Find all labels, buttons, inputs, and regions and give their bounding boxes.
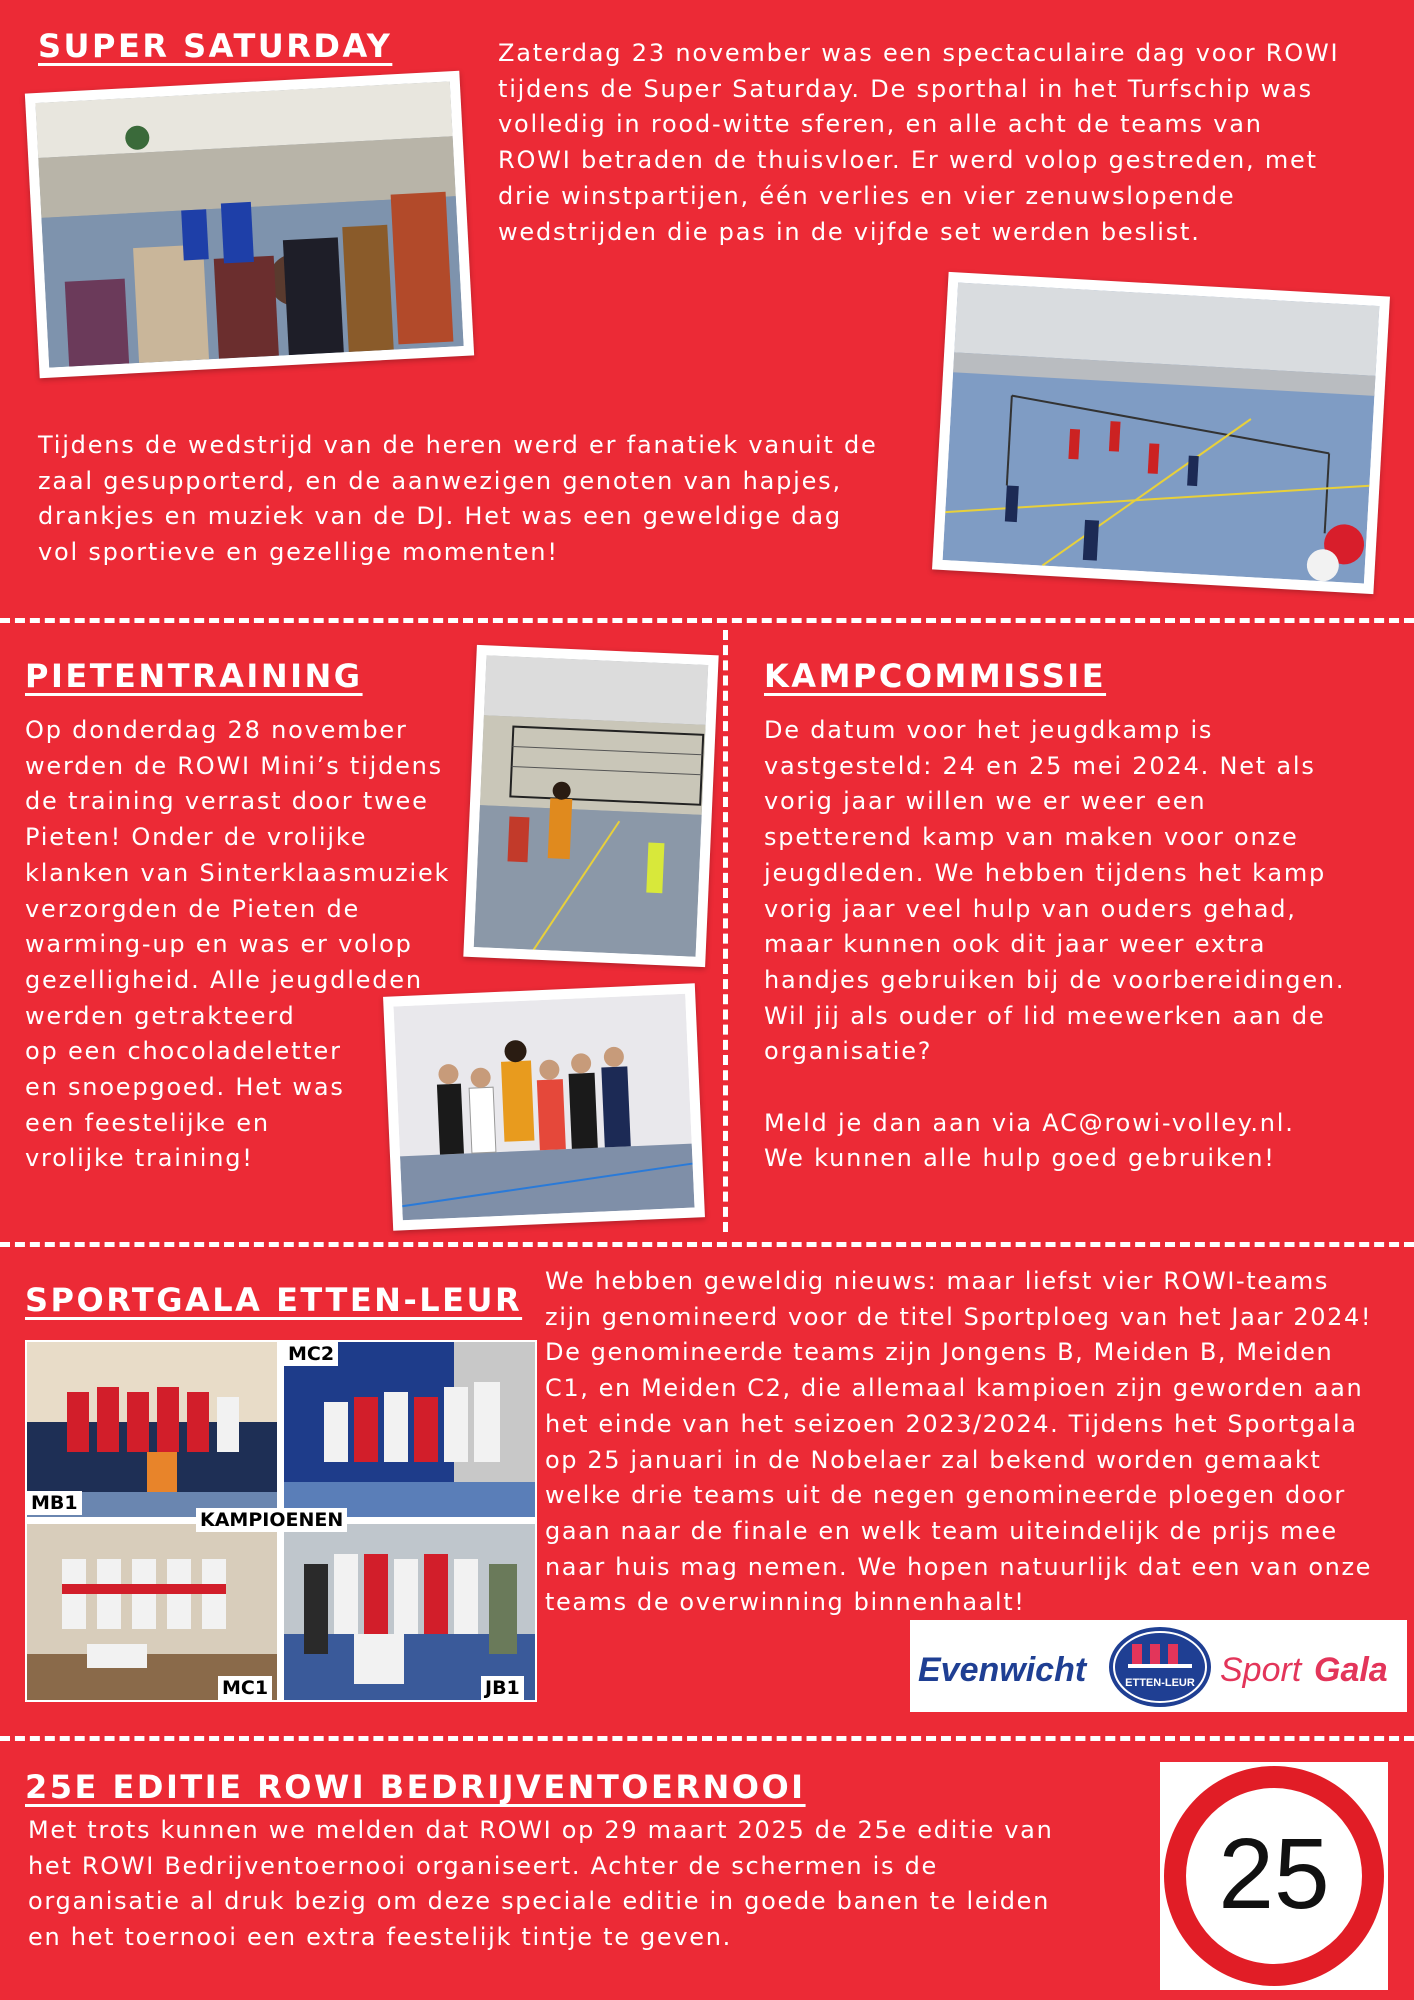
collage-label-mc1: MC1 (218, 1676, 272, 1700)
text-line: We hebben geweldig nieuws: maar liefst vier ROWI-teams (545, 1267, 1330, 1295)
kampcommissie-text (764, 713, 1345, 1177)
text-line: warming-up en was er volop (25, 930, 413, 959)
text-line: werden getrakteerd (25, 1001, 296, 1030)
text-line: spetterend kamp van maken voor onze (764, 823, 1299, 852)
text-line: vrolijke training! (25, 1144, 254, 1173)
intro-line: drie winstpartijen, één verlies en vier zenuwslopende (498, 181, 1236, 210)
text-line: vastgesteld: 24 en 25 mei 2024. Net als (764, 751, 1316, 780)
sportgala-title: SPORTGALA ETTEN-LEUR (25, 1281, 523, 1319)
text-line: en het toernooi een extra feestelijk tintje te geven. (28, 1923, 732, 1952)
text-line: Met trots kunnen we melden dat ROWI op 29 maart 2025 de 25e editie van (28, 1816, 1054, 1844)
text-line: C1, en Meiden C2, die allemaal kampioen zijn geworden aan (545, 1374, 1364, 1403)
intro-line: Zaterdag 23 november was een spectaculaire dag voor ROWI (498, 39, 1340, 67)
jb1-image (284, 1524, 535, 1700)
pietentraining-title: PIETENTRAINING (25, 657, 363, 695)
pietentraining-text (25, 713, 450, 1177)
section-divider (0, 1736, 1414, 1741)
text-line: een feestelijke en (25, 1108, 270, 1137)
super-saturday-intro (498, 36, 1339, 250)
collage-label-kampioenen: KAMPIOENEN (196, 1508, 347, 1532)
section-divider (0, 618, 1414, 623)
body-line: zaal gesupporterd, en de aanwezigen genoten van hapjes, (38, 466, 842, 495)
collage-label-jb1: JB1 (481, 1676, 524, 1700)
sportgala-logo (910, 1620, 1407, 1712)
section-divider (0, 1242, 1414, 1247)
group-photo-image (393, 994, 694, 1221)
text-line: op een chocoladeletter (25, 1037, 342, 1066)
logo-badge-text: ETTEN-LEUR (1125, 1677, 1195, 1689)
text-line: gaan naar de finale en welk team uiteindelijk de prijs mee (545, 1516, 1338, 1545)
text-line: Wil jij als ouder of lid meewerken aan de (764, 1001, 1326, 1030)
team-photo-jb1 (284, 1524, 535, 1700)
speed-sign-25 (1160, 1762, 1388, 1990)
intro-line: tijdens de Super Saturday. De sporthal in het Turfschip was (498, 74, 1313, 103)
collage-label-mb1: MB1 (27, 1491, 82, 1515)
text-line: handjes gebruiken bij de voorbereidingen. (764, 965, 1346, 994)
kampioenen-collage (25, 1340, 537, 1702)
text-line: vorig jaar willen we er weer een (764, 787, 1207, 816)
text-line: Op donderdag 28 november (25, 716, 408, 744)
sign-number: 25 (1218, 1818, 1330, 1930)
body-line: drankjes en muziek van de DJ. Het was een geweldige dag (38, 502, 842, 531)
logo-sport-text: Sport (1220, 1651, 1302, 1689)
column-divider (723, 630, 728, 1232)
logo-gala-text: Gala (1314, 1651, 1388, 1689)
text-line: Meld je dan aan via AC@rowi-volley.nl. (764, 1108, 1295, 1137)
text-line: gezelligheid. Alle jeugdleden (25, 965, 423, 994)
text-line: verzorgden de Pieten de (25, 894, 361, 923)
body-line: vol sportieve en gezellige momenten! (38, 538, 559, 567)
team-photo-mc2 (284, 1342, 535, 1517)
text-line: organisatie al druk bezig om deze speciale editie in goede banen te leiden (28, 1887, 1051, 1916)
super-saturday-title: SUPER SATURDAY (38, 27, 393, 65)
super-saturday-court-photo (932, 272, 1390, 594)
bedrijventoernooi-title: 25E EDITIE ROWI BEDRIJVENTOERNOOI (25, 1768, 806, 1806)
text-line (764, 1070, 1345, 1106)
team-photo-mc1 (27, 1524, 277, 1700)
mc2-image (284, 1342, 535, 1517)
intro-line: ROWI betraden de thuisvloer. Er werd volop gestreden, met (498, 146, 1318, 175)
text-line: teams de overwinning binnenhaalt! (545, 1588, 1026, 1617)
text-line: Pieten! Onder de vrolijke (25, 823, 368, 852)
text-line: klanken van Sinterklaasmuziek (25, 858, 451, 887)
kampcommissie-title: KAMPCOMMISSIE (764, 657, 1107, 695)
text-line: het ROWI Bedrijventoernooi organiseert. Achter de schermen is de (28, 1851, 938, 1880)
text-line: organisatie? (764, 1037, 933, 1066)
text-line: werden de ROWI Mini’s tijdens (25, 751, 443, 780)
pieten-group-photo (383, 983, 705, 1230)
super-saturday-crowd-photo (25, 71, 474, 378)
body-line: Tijdens de wedstrijd van de heren werd er fanatiek vanuit de (38, 431, 878, 459)
mc1-image (27, 1524, 277, 1700)
intro-line: wedstrijden die pas in de vijfde set werden beslist. (498, 217, 1201, 246)
collage-label-mc2: MC2 (284, 1342, 338, 1366)
net-photo-image (474, 655, 709, 956)
text-line: De datum voor het jeugdkamp is (764, 716, 1214, 744)
court-photo-image (943, 282, 1380, 583)
intro-line: volledig in rood-witte sferen, en alle acht de teams van (498, 110, 1263, 139)
crowd-photo-image (35, 81, 463, 367)
super-saturday-body (38, 428, 878, 571)
text-line: op 25 januari in de Nobelaer zal bekend worden gemaakt (545, 1445, 1322, 1474)
logo-evenwicht-text: Evenwicht (918, 1651, 1087, 1689)
bedrijventoernooi-text (28, 1813, 1054, 1956)
sportgala-text (545, 1264, 1372, 1621)
text-line: maar kunnen ook dit jaar weer extra (764, 930, 1267, 959)
text-line: en snoepgoed. Het was (25, 1073, 345, 1102)
text-line: jeugdleden. We hebben tijdens het kamp (764, 858, 1327, 887)
text-line: naar huis mag nemen. We hopen natuurlijk dat een van onze (545, 1552, 1373, 1581)
evenwicht-sportgala-logo (910, 1620, 1407, 1712)
text-line: De genomineerde teams zijn Jongens B, Meiden B, Meiden (545, 1338, 1334, 1367)
pieten-net-photo (463, 645, 718, 967)
text-line: welke drie teams uit de negen genomineerde ploegen door (545, 1481, 1346, 1510)
speed-limit-sign-icon (1160, 1762, 1388, 1990)
text-line: zijn genomineerd voor de titel Sportploeg van het Jaar 2024! (545, 1302, 1373, 1331)
text-line: We kunnen alle hulp goed gebruiken! (764, 1144, 1276, 1173)
text-line: het einde van het seizoen 2023/2024. Tijdens het Sportgala (545, 1409, 1358, 1438)
text-line: de training verrast door twee (25, 787, 429, 816)
text-line: vorig jaar veel hulp van ouders gehad, (764, 894, 1297, 923)
